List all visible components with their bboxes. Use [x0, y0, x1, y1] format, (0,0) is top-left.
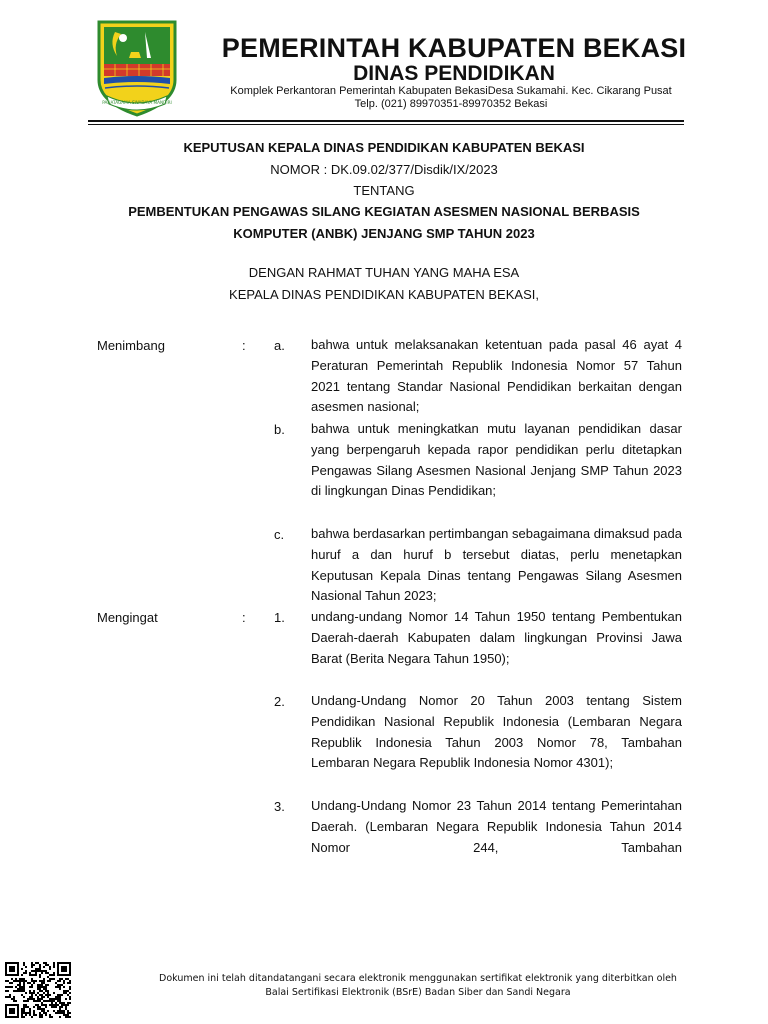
e-signature-line-2: Balai Sertifikasi Elektronik (BSrE) Badan Siber dan Sandi Negara	[265, 987, 571, 998]
mengingat-label: Mengingat	[97, 610, 158, 625]
address-line-1: Komplek Perkantoran Pemerintah Kabupaten BekasiDesa Sukamahi. Kec. Cikarang Pusat	[230, 85, 672, 97]
authority: KEPALA DINAS PENDIDIKAN KABUPATEN BEKASI,	[229, 287, 539, 302]
menimbang-item-c: bahwa berdasarkan pertimbangan sebagaimana dimaksud pada huruf a dan huruf b tersebut diatas, perlu menetapkan Keputusan Kepala Dinas tentang Pengawas Silang Asesmen Nasional Tahun 2023;	[311, 526, 682, 604]
letterhead-rule	[88, 120, 684, 122]
menimbang-label: Menimbang	[97, 338, 165, 353]
mengingat-mark-1: 1.	[274, 610, 285, 625]
qr-code	[5, 962, 71, 1018]
letterhead-rule-thin	[88, 124, 684, 125]
institution-address	[186, 85, 716, 111]
emblem-motto: PANATAGAMA SWADAYA MANDIRI	[102, 100, 172, 105]
e-signature-line-1: Dokumen ini telah ditandatangani secara elektronik menggunakan sertifikat elektronik yang diterbitkan oleh	[159, 973, 677, 984]
address-line-2: Telp. (021) 89970351-89970352 Bekasi	[354, 98, 548, 110]
menimbang-mark-b: b.	[274, 422, 285, 437]
mengingat-mark-2: 2.	[274, 694, 285, 709]
invocation: DENGAN RAHMAT TUHAN YANG MAHA ESA	[248, 265, 520, 280]
e-signature-notice	[88, 972, 748, 1000]
decree-heading: KEPUTUSAN KEPALA DINAS PENDIDIKAN KABUPATEN BEKASI	[183, 140, 585, 155]
decree-subject-line-2: KOMPUTER (ANBK) JENJANG SMP TAHUN 2023	[233, 226, 535, 241]
mengingat-mark-3: 3.	[274, 799, 285, 814]
decree-about: TENTANG	[353, 183, 415, 198]
menimbang-mark-c: c.	[274, 527, 285, 542]
institution-subtitle: DINAS PENDIDIKAN	[353, 62, 555, 85]
mengingat-colon: :	[242, 610, 246, 625]
decree-subject-line-1: PEMBENTUKAN PENGAWAS SILANG KEGIATAN ASESMEN NASIONAL BERBASIS	[128, 204, 640, 219]
mengingat-item-1: undang-undang Nomor 14 Tahun 1950 tentang Pembentukan Daerah-daerah Kabupaten dalam lingkungan Provinsi Jawa Barat (Berita Negara Tahun 1950);	[311, 609, 682, 666]
decree-number: NOMOR : DK.09.02/377/Disdik/IX/2023	[270, 162, 498, 177]
menimbang-item-b: bahwa untuk meningkatkan mutu layanan pendidikan dasar yang berpengaruh kepada rapor pendidikan perlu ditetapkan Pengawas Silang Asesmen Nasional Jenjang SMP Tahun 2023 di lingkungan Dinas Pendidikan;	[311, 421, 682, 499]
menimbang-mark-a: a.	[274, 338, 285, 353]
mengingat-item-2: Undang-Undang Nomor 20 Tahun 2003 tentang Sistem Pendidikan Nasional Republik Indonesia (Lembaran Negara Republik Indonesia Tahun 2003 Nomor 78, Tambahan Lembaran Negara Republik Indonesia Nomor 4301);	[311, 693, 682, 771]
mengingat-item-3: Undang-Undang Nomor 23 Tahun 2014 tentang Pemerintahan Daerah. (Lembaran Negara Republik Indonesia Tahun 2014 Nomor 244, Tambahan	[311, 798, 682, 855]
menimbang-colon: :	[242, 338, 246, 353]
kabupaten-bekasi-emblem	[95, 18, 179, 118]
menimbang-item-a: bahwa untuk melaksanakan ketentuan pada pasal 46 ayat 4 Peraturan Pemerintah Republik Indonesia Nomor 57 Tahun 2021 tentang Standar Nasional Pendidikan berkaitan dengan asesmen nasional;	[311, 337, 682, 415]
institution-title: PEMERINTAH KABUPATEN BEKASI	[221, 33, 687, 63]
